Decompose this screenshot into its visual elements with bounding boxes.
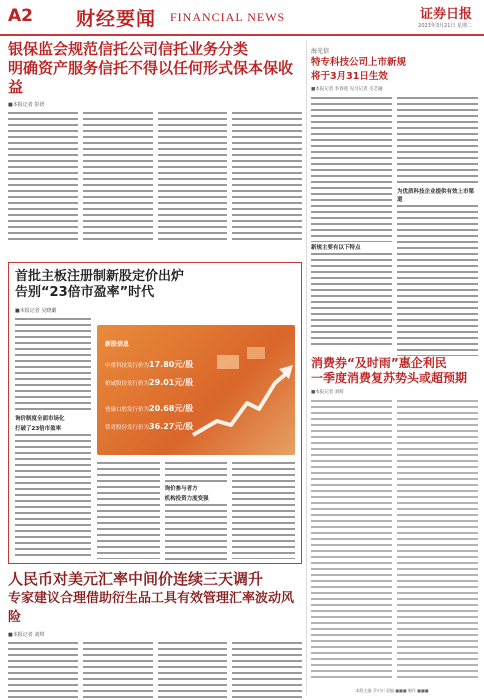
subhead: 询价制度全面市场化: [15, 413, 91, 423]
byline: ■本报记者 吴晓璐: [15, 308, 57, 314]
text-column: [158, 641, 228, 700]
section-title-en: FINANCIAL NEWS: [170, 10, 286, 24]
text-block: [311, 252, 392, 348]
price-row: [105, 403, 193, 414]
side-kicker: 海光信: [311, 48, 330, 55]
headline-line-1[interactable]: 人民币对美元汇率中间价连续三天调升: [8, 570, 264, 588]
price-value: 36.27元/股: [149, 422, 194, 431]
text-column: [158, 111, 228, 243]
price-label: 中重科技发行价为: [105, 363, 150, 369]
byline: ■本报记者 李春莲 见习记者 毛艺融: [311, 87, 383, 92]
byline: ■本报记者 刘琪: [8, 632, 45, 638]
text-column: [8, 111, 78, 243]
side-column: [306, 40, 478, 695]
text-block: [311, 96, 392, 242]
text-block: [397, 204, 478, 356]
issue-date: 2023年3月21日 星期二: [418, 23, 472, 29]
infographic-keyword: 新股信息: [105, 341, 130, 348]
section-title: 财经要闻: [76, 8, 157, 30]
paper-logo: 证券日报: [419, 7, 472, 22]
side-headline-line-1[interactable]: 消费券“及时雨”惠企利民: [311, 356, 447, 370]
price-row: [105, 421, 193, 432]
body-text-columns: [8, 111, 302, 243]
text-block: [165, 461, 228, 483]
text-block: [397, 96, 478, 186]
text-column: [232, 111, 302, 243]
text-column: [232, 641, 302, 700]
page-header: [0, 0, 484, 36]
price-label: 柏诚股份发行价为: [105, 381, 150, 387]
price-value: 29.01元/股: [149, 378, 194, 387]
subhead: 打破了23倍市盈率: [15, 423, 91, 433]
price-value: 17.80元/股: [149, 360, 194, 369]
text-block: [15, 433, 91, 559]
infographic-ipo-prices: [97, 325, 295, 455]
subhead: 机构投资力度变强: [165, 493, 228, 503]
page-footer: 本版主编 乔川川 责编 ■■■ 制作 ■■■: [355, 688, 429, 693]
text-block: [15, 317, 91, 413]
headline-line-2: 告别“23倍市盈率”时代: [15, 285, 155, 300]
subhead: 为优质科技企业提供有效上市渠道: [397, 186, 478, 204]
price-value: 20.68元/股: [149, 404, 194, 413]
box-headline[interactable]: [15, 269, 184, 301]
body-text-columns: [97, 461, 295, 559]
subhead: 询价参与者方: [165, 483, 228, 493]
headline-line-1[interactable]: 银保监会规范信托公司信托业务分类: [8, 40, 249, 58]
side-headline-line-2[interactable]: 将于3月31日生效: [311, 71, 388, 82]
text-block: [165, 503, 228, 563]
article-trust-rules: [8, 40, 302, 243]
text-column: [83, 111, 153, 243]
text-column: [83, 641, 153, 700]
side-headline-line-2[interactable]: 一季度消费复苏势头或超预期: [311, 371, 468, 385]
price-row: [105, 359, 193, 370]
headline-line-2[interactable]: 明确资产服务信托不得以任何形式保本保收益: [8, 59, 294, 96]
main-column: [8, 40, 302, 695]
text-column: [311, 399, 392, 679]
article-consumption-vouchers: [311, 356, 478, 679]
byline: ■本报记者 刘萌: [311, 390, 344, 395]
article-rmb-rate: [8, 570, 302, 700]
text-column: [8, 641, 78, 700]
text-column: [232, 461, 295, 559]
side-text-columns: [311, 96, 478, 350]
text-column: [97, 461, 160, 559]
side-text-columns: [311, 399, 478, 679]
body-text-columns: [8, 641, 302, 700]
subhead: 新规主要有以下特点: [311, 242, 392, 252]
text-column-left: [15, 317, 91, 557]
text-column: [311, 96, 392, 350]
price-row: [105, 377, 193, 388]
side-headline-line-1[interactable]: 特专科技公司上市新规: [311, 57, 407, 68]
price-label: 常青股份发行价为: [105, 425, 150, 431]
headline-line-2[interactable]: 专家建议合理借助衍生品工具有效管理汇率波动风险: [8, 591, 295, 625]
text-column: [165, 461, 228, 559]
article-ipo-pricing: [8, 262, 302, 564]
headline-line-1: 首批主板注册制新股定价出炉: [15, 269, 185, 284]
text-column: [397, 96, 478, 350]
byline: ■本报记者 彭妍: [8, 102, 45, 108]
price-label: 登康口腔发行价为: [105, 407, 150, 413]
text-column: [397, 399, 478, 679]
page-number: A2: [8, 6, 33, 26]
